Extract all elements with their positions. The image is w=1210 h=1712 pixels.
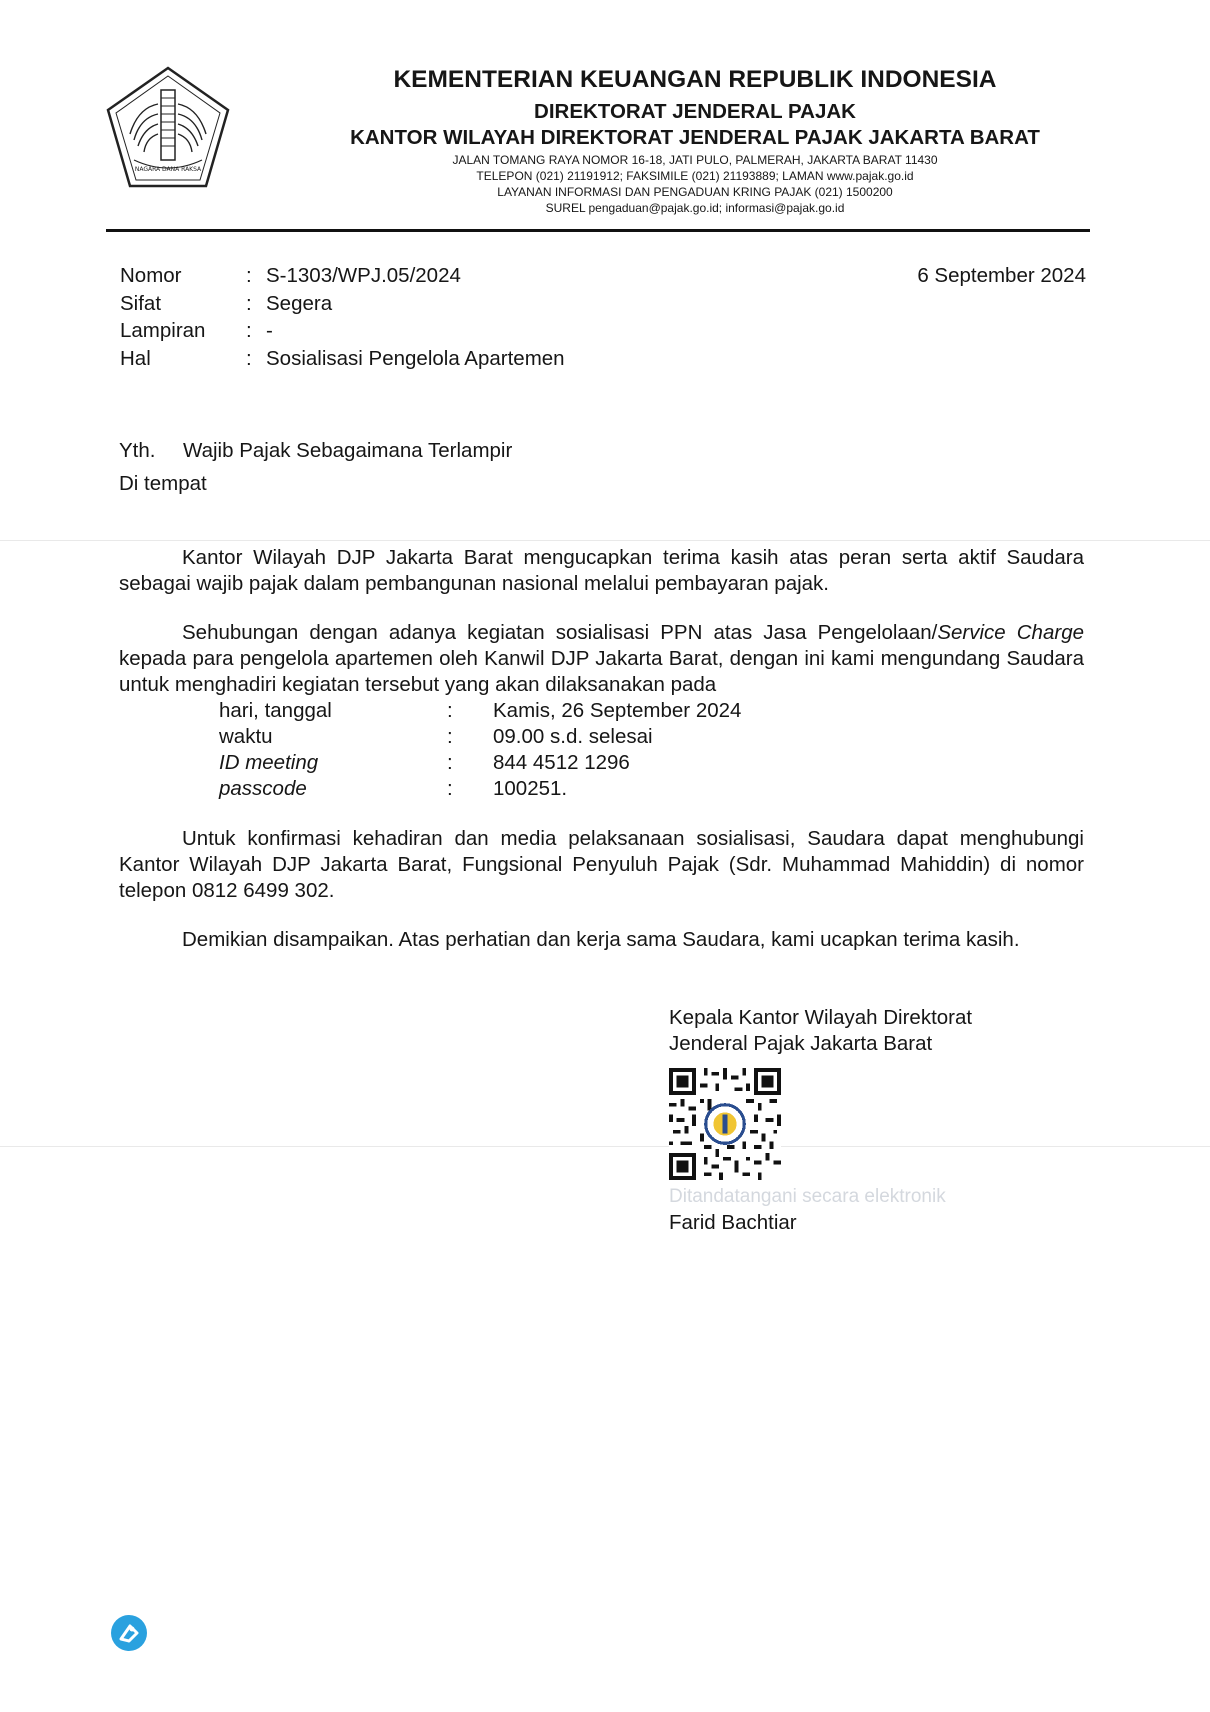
detail-row-time xyxy=(219,724,741,750)
event-details xyxy=(219,698,741,802)
qr-code-icon xyxy=(669,1068,781,1180)
scan-fold-line xyxy=(0,540,1210,541)
letterhead-divider xyxy=(106,229,1090,232)
meta-value: - xyxy=(266,319,273,342)
detail-label: waktu xyxy=(219,725,273,748)
meta-value: S-1303/WPJ.05/2024 xyxy=(266,264,461,287)
detail-row-passcode xyxy=(219,776,741,802)
detail-value: 09.00 s.d. selesai xyxy=(493,725,653,748)
meta-colon: : xyxy=(246,291,252,315)
ministry-name: KEMENTERIAN KEUANGAN REPUBLIK INDONESIA xyxy=(393,66,997,93)
scanner-app-icon xyxy=(110,1614,148,1652)
signatory-name: Farid Bachtiar xyxy=(669,1211,797,1234)
signatory-title-line-2: Jenderal Pajak Jakarta Barat xyxy=(669,1032,933,1055)
letter-date: 6 September 2024 xyxy=(917,264,1086,287)
logo-motto: NAGARA DANA RAKSA xyxy=(134,166,202,173)
meta-row-nomor xyxy=(120,262,565,290)
meta-row-lampiran xyxy=(120,317,565,345)
office-address: JALAN TOMANG RAYA NOMOR 16-18, JATI PULO, PALMERAH, JAKARTA BARAT 11430 xyxy=(452,153,938,167)
addressee-block xyxy=(119,434,512,500)
detail-colon: : xyxy=(447,725,453,748)
signatory-title xyxy=(669,1005,972,1057)
meta-colon: : xyxy=(246,319,252,342)
meta-value: Sosialisasi Pengelola Apartemen xyxy=(266,346,565,370)
office-phone: TELEPON (021) 21191912; FAKSIMILE (021) 21193889; LAMAN www.pajak.go.id xyxy=(476,169,914,183)
meta-label: Lampiran xyxy=(120,319,206,342)
detail-value: Kamis, 26 September 2024 xyxy=(493,699,742,722)
scan-fold-line xyxy=(0,1146,1210,1147)
detail-value: 100251. xyxy=(493,777,568,800)
body-paragraph-1: Kantor Wilayah DJP Jakarta Barat mengucapkan terima kasih atas peran serta aktif Saudara sebagai wajib pajak dalam pembangunan nasional melalui pembayaran pajak. xyxy=(119,546,1084,595)
recipient: Wajib Pajak Sebagaimana Terlampir xyxy=(183,439,513,462)
detail-row-date xyxy=(219,698,741,724)
electronic-signature-note: Ditandatangani secara elektronik xyxy=(669,1186,946,1207)
office-service-line: LAYANAN INFORMASI DAN PENGADUAN KRING PAJAK (021) 1500200 xyxy=(497,185,893,199)
letter-meta xyxy=(120,262,565,372)
detail-label: passcode xyxy=(219,777,307,800)
para2-text-a: Sehubungan dengan adanya kegiatan sosialisasi PPN atas Jasa Pengelolaan/ xyxy=(182,621,938,644)
detail-colon: : xyxy=(447,699,453,722)
detail-value: 844 4512 1296 xyxy=(493,751,630,774)
meta-row-sifat xyxy=(120,290,565,318)
meta-colon: : xyxy=(246,346,252,370)
detail-label: hari, tanggal xyxy=(219,699,332,722)
para2-text-b: kepada para pengelola apartemen oleh Kanwil DJP Jakarta Barat, dengan ini kami mengundang Saudara untuk menghadiri kegiatan tersebut yang akan dilaksanakan pada xyxy=(119,647,1084,696)
detail-label: ID meeting xyxy=(219,751,319,774)
detail-colon: : xyxy=(447,777,453,800)
body-paragraph-4: Demikian disampaikan. Atas perhatian dan kerja sama Saudara, kami ucapkan terima kasih. xyxy=(182,928,1020,951)
meta-value: Segera xyxy=(266,291,333,315)
directorate-name: DIREKTORAT JENDERAL PAJAK xyxy=(534,100,856,123)
meta-label: Hal xyxy=(120,346,151,370)
recipient-place: Di tempat xyxy=(119,472,207,495)
meta-label: Nomor xyxy=(120,264,182,287)
meta-colon: : xyxy=(246,264,252,287)
meta-row-hal xyxy=(120,345,565,373)
ministry-logo-icon xyxy=(104,64,232,192)
office-name: KANTOR WILAYAH DIREKTORAT JENDERAL PAJAK JAKARTA BARAT xyxy=(350,126,1040,149)
meta-label: Sifat xyxy=(120,291,162,315)
body-paragraph-2 xyxy=(119,620,1084,698)
para2-italic: Service Charge xyxy=(937,621,1084,644)
body-paragraph-3: Untuk konfirmasi kehadiran dan media pelaksanaan sosialisasi, Saudara dapat menghubungi Kantor Wilayah DJP Jakarta Barat, Fungsional Penyuluh Pajak (Sdr. Muhammad Mahiddin) di nomor telepon 0812 6499 302. xyxy=(119,827,1084,902)
office-email: SUREL pengaduan@pajak.go.id; informasi@pajak.go.id xyxy=(545,201,845,215)
detail-colon: : xyxy=(447,751,453,774)
salutation: Yth. xyxy=(119,439,156,462)
signatory-title-line-1: Kepala Kantor Wilayah Direktorat xyxy=(669,1006,973,1029)
detail-row-meeting-id xyxy=(219,750,741,776)
